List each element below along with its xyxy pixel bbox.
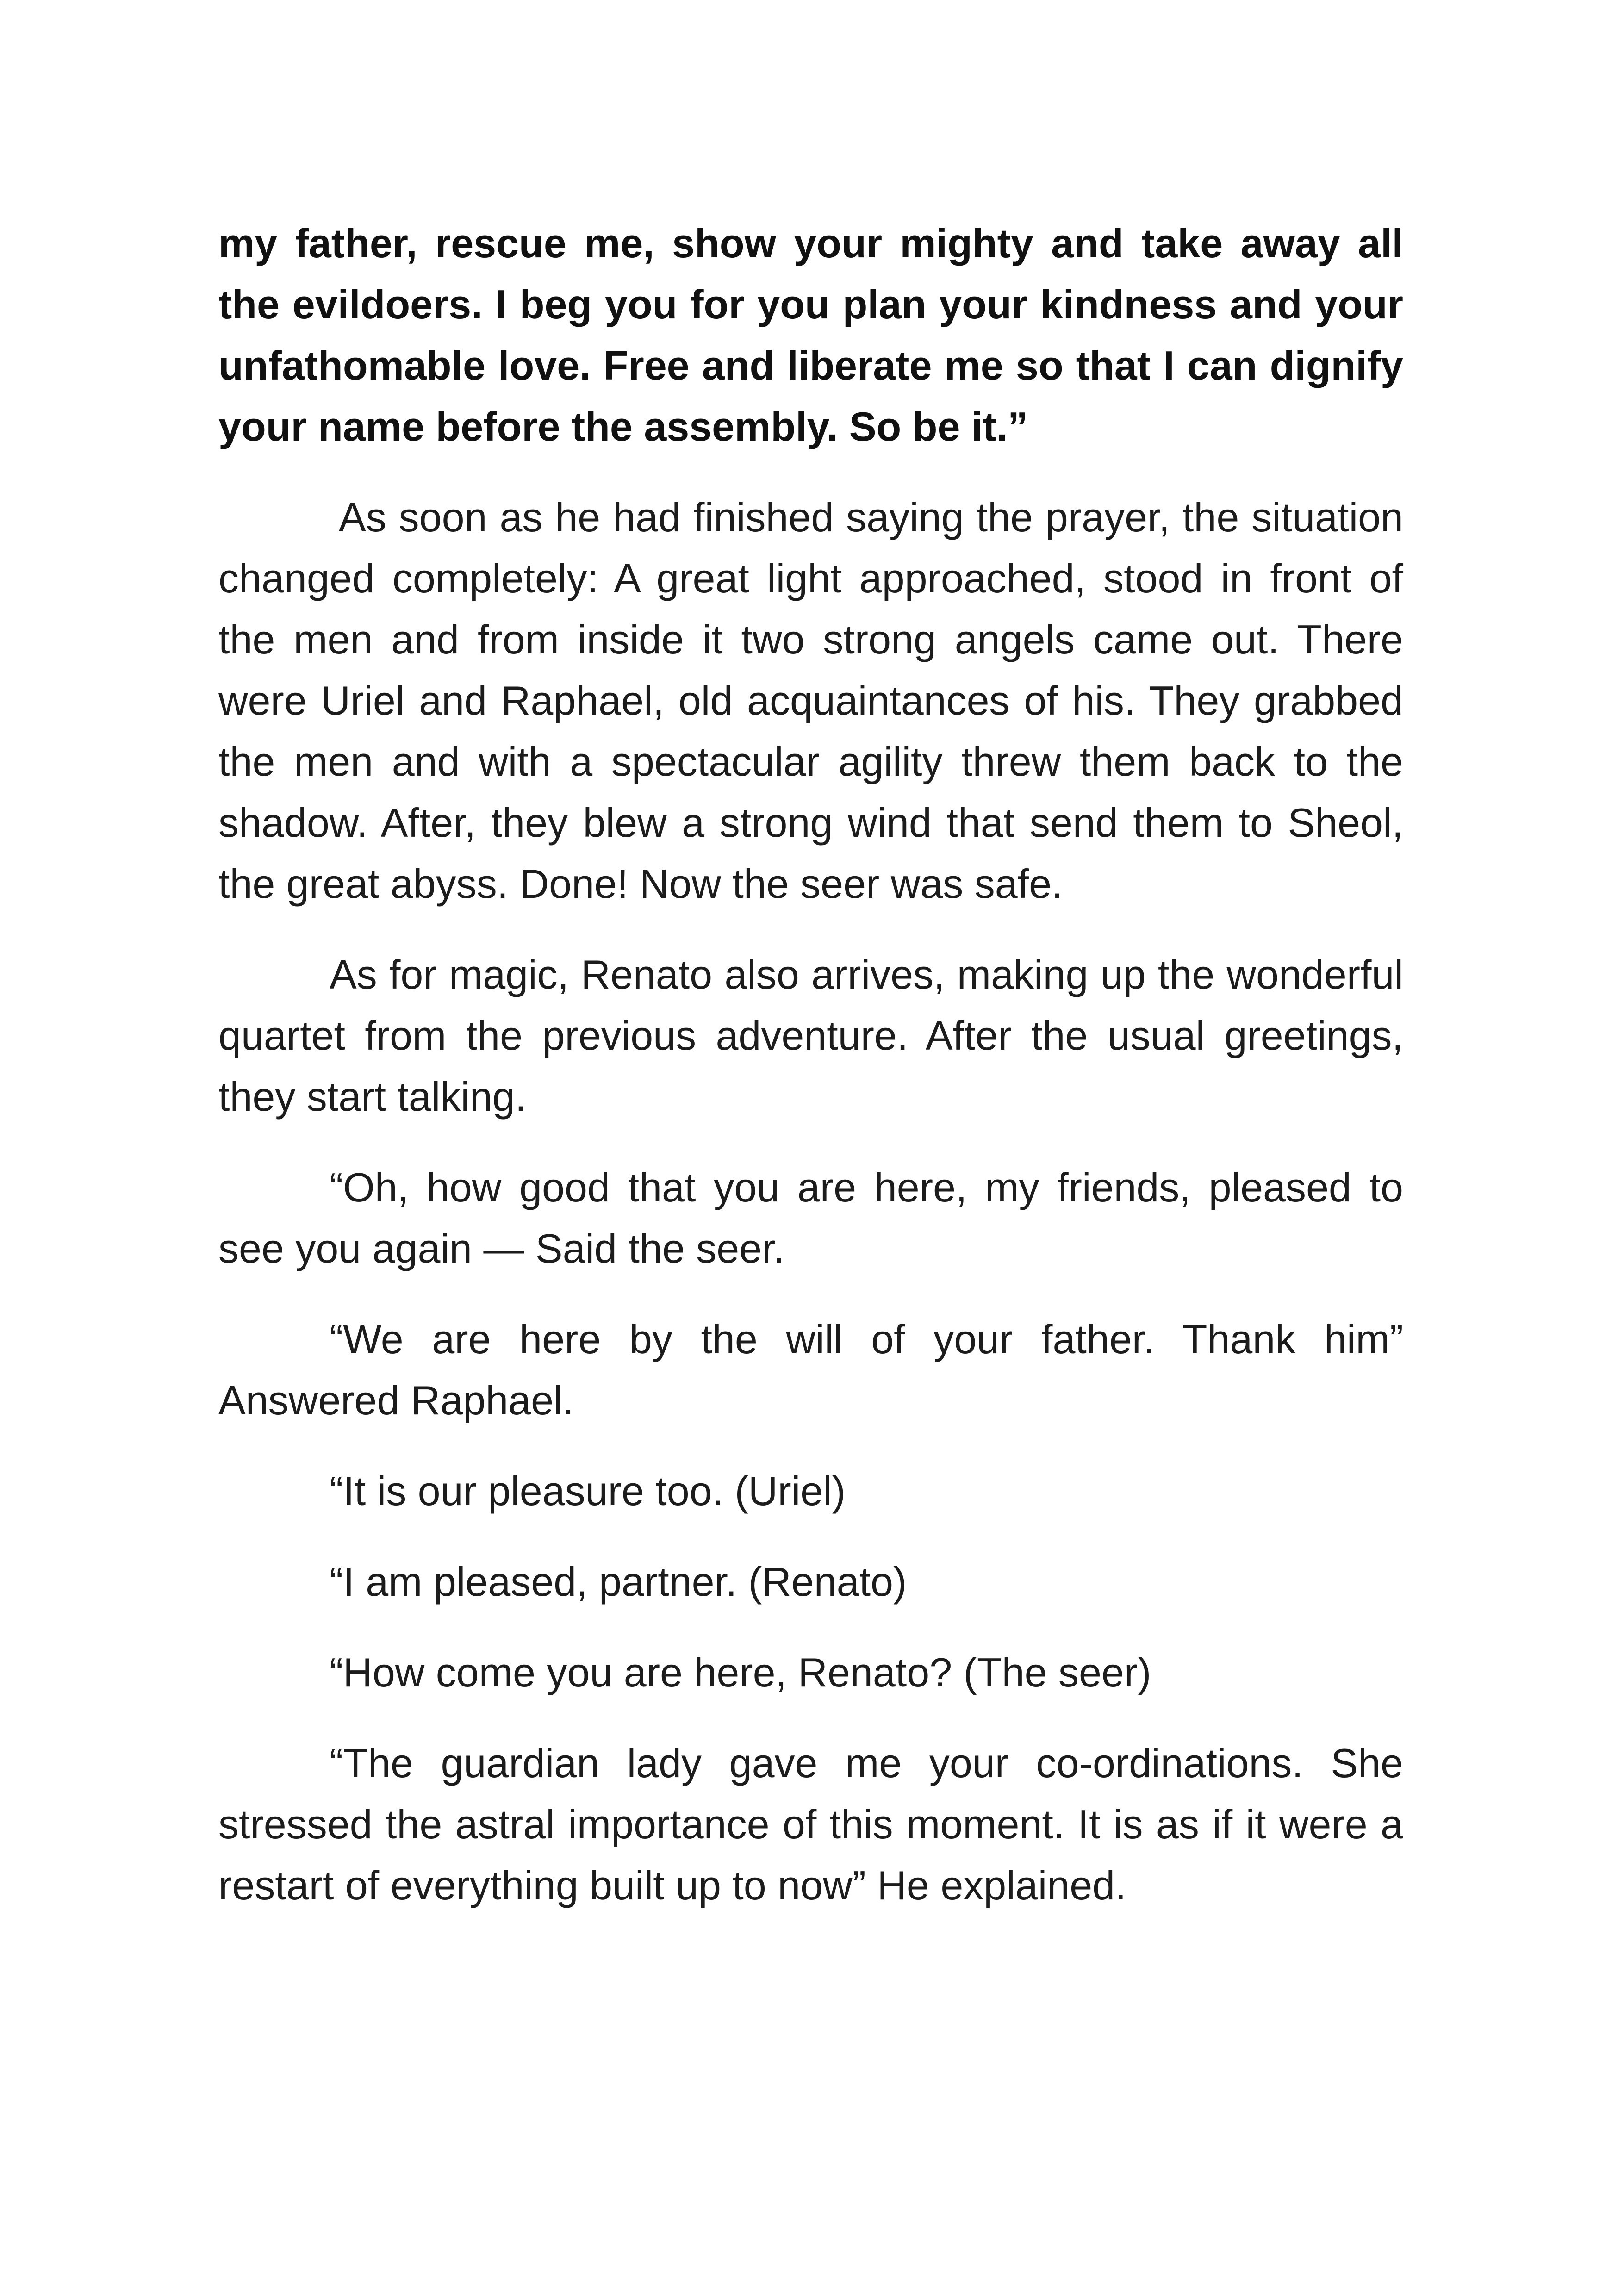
narration-paragraph: As for magic, Renato also arrives, making up the wonderful quartet from the previous adventure. After the usual greetings, they start talking.: [218, 952, 1403, 1120]
narration-paragraph: As soon as he had finished saying the prayer, the situation changed completely: A great light approached, stood in front of the men and from inside it two strong angels came out. There were Uriel and Raphael, old acquaintances of his. They grabbed the men and with a spectacular agility threw them back to the shadow. After, they blew a strong wind that send them to Sheol, the great abyss. Done! Now the seer was safe.: [218, 494, 1403, 907]
prayer-paragraph: my father, rescue me, show your mighty and take away all the evildoers. I beg you for you plan your kindness and your unfathomable love. Free and liberate me so that I can dignify your name before the assembly. So be it.”: [218, 220, 1403, 449]
body-text: [218, 213, 1403, 1946]
dialogue-paragraph: “We are here by the will of your father. Thank him” Answered Raphael.: [218, 1316, 1403, 1423]
dialogue-paragraph: “The guardian lady gave me your co-ordinations. She stressed the astral importance of this moment. It is as if it were a restart of everything built up to now” He explained.: [218, 1740, 1403, 1908]
dialogue-paragraph: “It is our pleasure too. (Uriel): [330, 1468, 846, 1514]
dialogue-paragraph: “Oh, how good that you are here, my friends, pleased to see you again — Said the seer.: [218, 1164, 1403, 1271]
dialogue-paragraph: “How come you are here, Renato? (The seer): [330, 1649, 1151, 1695]
dialogue-paragraph: “I am pleased, partner. (Renato): [330, 1559, 907, 1605]
